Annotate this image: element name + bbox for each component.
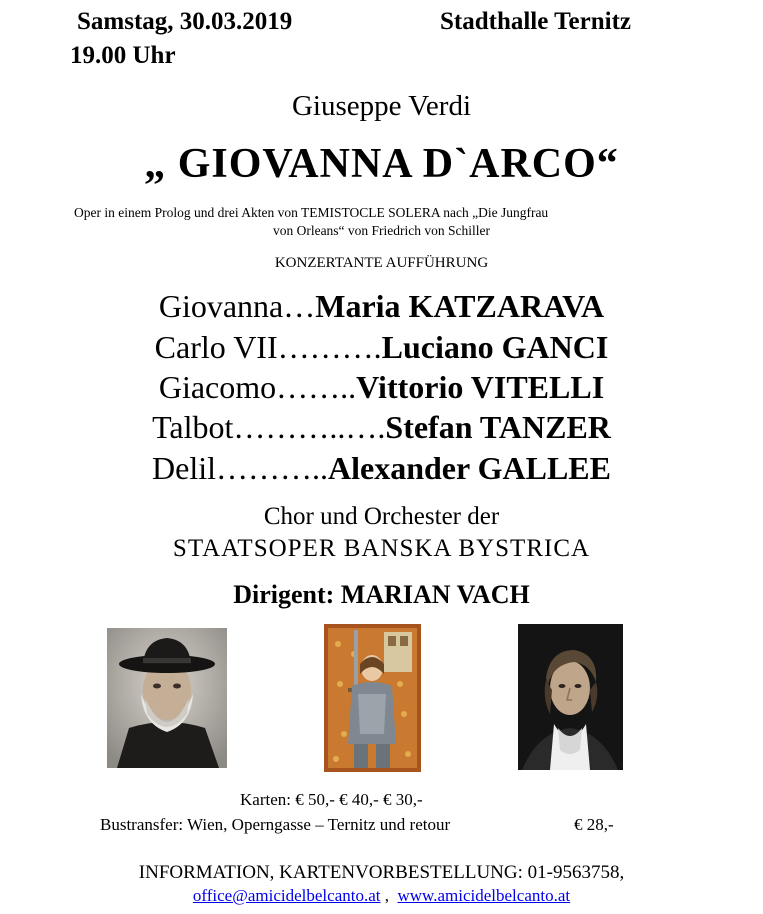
event-time: 19.00 Uhr xyxy=(70,42,176,69)
cast-singer: Maria KATZARAVA xyxy=(315,288,605,324)
cast-line xyxy=(0,368,763,406)
cast-line xyxy=(0,449,763,487)
info-line: INFORMATION, KARTENVORBESTELLUNG: 01-9563758, xyxy=(138,862,625,883)
cast-singer: Vittorio VITELLI xyxy=(356,369,605,405)
cast-line xyxy=(0,287,763,325)
subtitle-line-2: von Orleans“ von Friedrich von Schiller xyxy=(272,223,491,238)
cast-singer: Stefan TANZER xyxy=(385,409,611,445)
contact-separator: , xyxy=(380,886,398,905)
subtitle-line-1: Oper in einem Prolog und drei Akten von TEMISTOCLE SOLERA nach „Die Jungfrau xyxy=(74,205,549,220)
bus-transfer: Bustransfer: Wien, Operngasse – Ternitz und retour xyxy=(100,815,451,834)
schiller-portrait-icon xyxy=(518,624,623,770)
conductor: Dirigent: MARIAN VACH xyxy=(233,580,530,609)
joan-of-arc-painting-icon xyxy=(324,624,421,772)
ensemble-line-2: STAATSOPER BANSKA BYSTRICA xyxy=(172,535,591,562)
event-venue: Stadthalle Ternitz xyxy=(440,8,631,35)
verdi-portrait-icon xyxy=(107,628,227,768)
cast-line xyxy=(0,408,763,446)
cast-role: Carlo VII………. xyxy=(154,329,382,365)
performance-type: KONZERTANTE AUFFÜHRUNG xyxy=(274,255,489,271)
cast-role: Giacomo…….. xyxy=(158,369,357,405)
email-link[interactable]: office@amicidelbelcanto.at xyxy=(192,886,381,905)
website-link[interactable]: www.amicidelbelcanto.at xyxy=(397,886,571,905)
cast-role: Giovanna… xyxy=(158,288,316,324)
cast-singer: Luciano GANCI xyxy=(381,329,609,365)
opera-title: „ GIOVANNA D`ARCO“ xyxy=(144,141,619,187)
cast-role: Delil……….. xyxy=(152,450,328,486)
cast-singer: Alexander GALLEE xyxy=(327,450,611,486)
ensemble-line-1: Chor und Orchester der xyxy=(263,503,500,530)
cast-line xyxy=(0,328,763,366)
bus-transfer-price: € 28,- xyxy=(574,815,614,834)
contact-line xyxy=(0,886,763,906)
ticket-prices: Karten: € 50,- € 40,- € 30,- xyxy=(240,790,423,809)
event-date: Samstag, 30.03.2019 xyxy=(77,8,293,35)
cast-role: Talbot………..…. xyxy=(152,409,386,445)
composer: Giuseppe Verdi xyxy=(291,90,472,122)
